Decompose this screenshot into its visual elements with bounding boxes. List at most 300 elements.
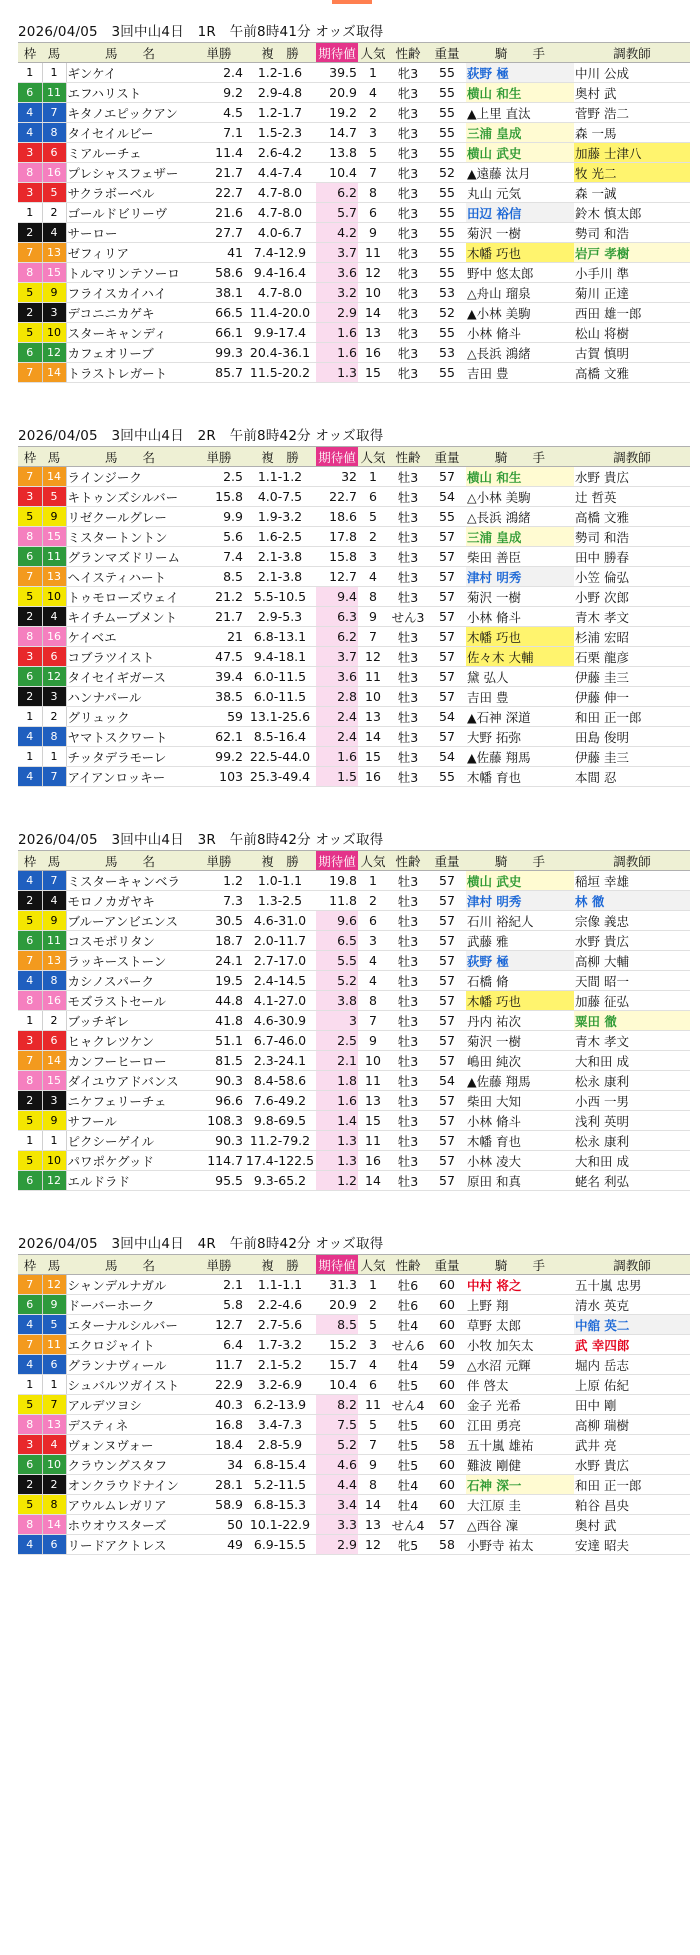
race-title: 2026/04/05 3回中山4日 1R 午前8時41分 オッズ取得: [18, 24, 384, 40]
header-horse-name: 馬 名: [66, 447, 194, 467]
expected-value: 3.7: [316, 243, 358, 263]
weight: 54: [428, 747, 466, 767]
expected-value: 31.3: [316, 1275, 358, 1295]
frame-number: 5: [18, 587, 42, 607]
frame-number: 5: [18, 507, 42, 527]
trainer-name: 杉浦 宏昭: [574, 627, 690, 647]
jockey-name: 木幡 育也: [466, 1131, 574, 1151]
weight: 57: [428, 1111, 466, 1131]
sex-age: 牡4: [388, 1495, 428, 1515]
horse-number: 13: [42, 567, 66, 587]
popularity: 5: [358, 507, 388, 527]
horse-number: 6: [42, 647, 66, 667]
frame-number: 8: [18, 1515, 42, 1535]
popularity: 4: [358, 83, 388, 103]
popularity: 8: [358, 1475, 388, 1495]
horse-number: 12: [42, 667, 66, 687]
place-odds: 7.6-49.2: [244, 1091, 316, 1111]
table-row: [18, 687, 690, 707]
win-odds: 2.4: [194, 63, 244, 83]
popularity: 4: [358, 567, 388, 587]
horse-number: 14: [42, 1051, 66, 1071]
sex-age: 牝3: [388, 63, 428, 83]
frame-number: 7: [18, 951, 42, 971]
popularity: 6: [358, 203, 388, 223]
horse-number: 8: [42, 971, 66, 991]
place-odds: 6.0-11.5: [244, 687, 316, 707]
popularity: 13: [358, 1515, 388, 1535]
horse-number: 2: [42, 1011, 66, 1031]
sex-age: 牡3: [388, 487, 428, 507]
sex-age: 牡4: [388, 1315, 428, 1335]
jockey-name: 石川 裕紀人: [466, 911, 574, 931]
weight: 57: [428, 687, 466, 707]
weight: 55: [428, 243, 466, 263]
table-row: [18, 1475, 690, 1495]
popularity: 1: [358, 871, 388, 891]
header-jockey: 騎 手: [466, 43, 574, 63]
horse-number: 5: [42, 487, 66, 507]
horse-name: ゼフィリア: [66, 243, 194, 263]
horse-name: ヒャクレツケン: [66, 1031, 194, 1051]
horse-name: リゼクールグレー: [66, 507, 194, 527]
weight: 57: [428, 527, 466, 547]
race-title: 2026/04/05 3回中山4日 2R 午前8時42分 オッズ取得: [18, 428, 384, 444]
popularity: 9: [358, 1455, 388, 1475]
win-odds: 28.1: [194, 1475, 244, 1495]
header-popularity: 人気: [358, 1255, 388, 1275]
expected-value: 1.3: [316, 1131, 358, 1151]
trainer-name: 水野 貴広: [574, 467, 690, 487]
jockey-name: 木幡 巧也: [466, 243, 574, 263]
place-odds: 9.8-69.5: [244, 1111, 316, 1131]
frame-number: 6: [18, 1295, 42, 1315]
trainer-name: 奥村 武: [574, 1515, 690, 1535]
header-uma: 馬: [42, 43, 66, 63]
sex-age: せん6: [388, 1335, 428, 1355]
win-odds: 81.5: [194, 1051, 244, 1071]
weight: 55: [428, 203, 466, 223]
header-sex-age: 性齢: [388, 447, 428, 467]
expected-value: 3.6: [316, 263, 358, 283]
table-row: [18, 1091, 690, 1111]
horse-number: 14: [42, 1515, 66, 1535]
weight: 58: [428, 1535, 466, 1555]
horse-name: コブラツイスト: [66, 647, 194, 667]
header-horse-name: 馬 名: [66, 851, 194, 871]
jockey-name: 大野 拓弥: [466, 727, 574, 747]
expected-value: 3: [316, 1011, 358, 1031]
sex-age: 牡5: [388, 1435, 428, 1455]
jockey-name: 木幡 巧也: [466, 627, 574, 647]
popularity: 6: [358, 911, 388, 931]
trainer-name: 高橋 文雅: [574, 507, 690, 527]
place-odds: 2.7-17.0: [244, 951, 316, 971]
place-odds: 3.4-7.3: [244, 1415, 316, 1435]
place-odds: 1.3-2.5: [244, 891, 316, 911]
frame-number: 6: [18, 547, 42, 567]
header-row: [18, 851, 690, 871]
sex-age: 牡5: [388, 1455, 428, 1475]
frame-number: 2: [18, 303, 42, 323]
sex-age: 牝3: [388, 243, 428, 263]
horse-name: ドーバーホーク: [66, 1295, 194, 1315]
jockey-name: 三浦 皇成: [466, 123, 574, 143]
jockey-name: 木幡 育也: [466, 767, 574, 787]
trainer-name: 高柳 大輔: [574, 951, 690, 971]
win-odds: 34: [194, 1455, 244, 1475]
trainer-name: 武 幸四郎: [574, 1335, 690, 1355]
frame-number: 2: [18, 223, 42, 243]
jockey-name: 伴 啓太: [466, 1375, 574, 1395]
frame-number: 4: [18, 727, 42, 747]
expected-value: 1.6: [316, 1091, 358, 1111]
horse-number: 10: [42, 323, 66, 343]
horse-number: 11: [42, 547, 66, 567]
horse-name: ミスタートントン: [66, 527, 194, 547]
popularity: 14: [358, 1171, 388, 1191]
frame-number: 7: [18, 363, 42, 383]
popularity: 10: [358, 1051, 388, 1071]
horse-name: フライスカイハイ: [66, 283, 194, 303]
horse-name: アルデツヨシ: [66, 1395, 194, 1415]
jockey-name: ▲佐藤 翔馬: [466, 747, 574, 767]
trainer-name: 田中 勝春: [574, 547, 690, 567]
win-odds: 114.7: [194, 1151, 244, 1171]
win-odds: 4.5: [194, 103, 244, 123]
win-odds: 21.7: [194, 607, 244, 627]
header-weight: 重量: [428, 851, 466, 871]
horse-number: 4: [42, 607, 66, 627]
sex-age: 牡3: [388, 767, 428, 787]
table-row: [18, 747, 690, 767]
table-row: [18, 1275, 690, 1295]
frame-number: 7: [18, 243, 42, 263]
trainer-name: 小笠 倫弘: [574, 567, 690, 587]
horse-name: エルドラド: [66, 1171, 194, 1191]
horse-number: 2: [42, 707, 66, 727]
jockey-name: 上野 翔: [466, 1295, 574, 1315]
expected-value: 6.5: [316, 931, 358, 951]
weight: 60: [428, 1475, 466, 1495]
jockey-name: 武藤 雅: [466, 931, 574, 951]
horse-number: 9: [42, 911, 66, 931]
table-row: [18, 1435, 690, 1455]
table-row: [18, 363, 690, 383]
weight: 57: [428, 627, 466, 647]
expected-value: 3.7: [316, 647, 358, 667]
place-odds: 2.4-14.5: [244, 971, 316, 991]
table-row: [18, 1495, 690, 1515]
win-odds: 21: [194, 627, 244, 647]
weight: 53: [428, 283, 466, 303]
horse-number: 4: [42, 1435, 66, 1455]
trainer-name: 古賀 慎明: [574, 343, 690, 363]
horse-number: 8: [42, 123, 66, 143]
expected-value: 2.9: [316, 303, 358, 323]
jockey-name: 嶋田 純次: [466, 1051, 574, 1071]
weight: 60: [428, 1455, 466, 1475]
place-odds: 6.8-13.1: [244, 627, 316, 647]
horse-name: コスモポリタン: [66, 931, 194, 951]
trainer-name: 牧 光二: [574, 163, 690, 183]
trainer-name: 高柳 瑞樹: [574, 1415, 690, 1435]
jockey-name: 木幡 巧也: [466, 991, 574, 1011]
horse-name: ラインジーク: [66, 467, 194, 487]
jockey-name: ▲石神 深道: [466, 707, 574, 727]
horse-number: 7: [42, 767, 66, 787]
frame-number: 2: [18, 1475, 42, 1495]
sex-age: 牡3: [388, 1091, 428, 1111]
popularity: 15: [358, 1111, 388, 1131]
header-win-odds: 単勝: [194, 43, 244, 63]
horse-name: サフール: [66, 1111, 194, 1131]
popularity: 16: [358, 1151, 388, 1171]
weight: 57: [428, 911, 466, 931]
horse-number: 11: [42, 931, 66, 951]
weight: 60: [428, 1315, 466, 1335]
table-row: [18, 1455, 690, 1475]
table-row: [18, 203, 690, 223]
win-odds: 85.7: [194, 363, 244, 383]
table-row: [18, 1355, 690, 1375]
win-odds: 27.7: [194, 223, 244, 243]
weight: 55: [428, 103, 466, 123]
expected-value: 3.4: [316, 1495, 358, 1515]
trainer-name: 辻 哲英: [574, 487, 690, 507]
sex-age: 牡3: [388, 871, 428, 891]
expected-value: 1.6: [316, 343, 358, 363]
weight: 57: [428, 1151, 466, 1171]
frame-number: 8: [18, 163, 42, 183]
weight: 57: [428, 891, 466, 911]
header-row: [18, 447, 690, 467]
header-waku: 枠: [18, 851, 42, 871]
place-odds: 9.4-16.4: [244, 263, 316, 283]
trainer-name: 和田 正一郎: [574, 707, 690, 727]
place-odds: 10.1-22.9: [244, 1515, 316, 1535]
win-odds: 44.8: [194, 991, 244, 1011]
horse-name: カンフーヒーロー: [66, 1051, 194, 1071]
popularity: 1: [358, 467, 388, 487]
popularity: 14: [358, 1495, 388, 1515]
table-row: [18, 707, 690, 727]
table-row: [18, 63, 690, 83]
horse-number: 3: [42, 687, 66, 707]
expected-value: 4.2: [316, 223, 358, 243]
jockey-name: △西谷 凜: [466, 1515, 574, 1535]
win-odds: 50: [194, 1515, 244, 1535]
weight: 57: [428, 547, 466, 567]
place-odds: 6.2-13.9: [244, 1395, 316, 1415]
place-odds: 4.6-31.0: [244, 911, 316, 931]
horse-number: 2: [42, 1475, 66, 1495]
jockey-name: 津村 明秀: [466, 891, 574, 911]
jockey-name: 荻野 極: [466, 951, 574, 971]
expected-value: 1.5: [316, 767, 358, 787]
horse-number: 2: [42, 203, 66, 223]
popularity: 12: [358, 1535, 388, 1555]
weight: 57: [428, 467, 466, 487]
popularity: 15: [358, 747, 388, 767]
sex-age: 牡3: [388, 647, 428, 667]
table-row: [18, 303, 690, 323]
jockey-name: 小林 脩斗: [466, 607, 574, 627]
header-sex-age: 性齢: [388, 851, 428, 871]
horse-number: 6: [42, 1535, 66, 1555]
place-odds: 4.0-6.7: [244, 223, 316, 243]
trainer-name: 小手川 準: [574, 263, 690, 283]
win-odds: 30.5: [194, 911, 244, 931]
horse-name: タイセイギガース: [66, 667, 194, 687]
sex-age: 牡3: [388, 891, 428, 911]
sex-age: 牡3: [388, 507, 428, 527]
horse-name: シャンデルナガル: [66, 1275, 194, 1295]
horse-number: 16: [42, 163, 66, 183]
frame-number: 2: [18, 1091, 42, 1111]
horse-name: エターナルシルバー: [66, 1315, 194, 1335]
place-odds: 4.1-27.0: [244, 991, 316, 1011]
frame-number: 4: [18, 1315, 42, 1335]
header-uma: 馬: [42, 1255, 66, 1275]
jockey-name: 田辺 裕信: [466, 203, 574, 223]
weight: 55: [428, 143, 466, 163]
trainer-name: 田島 俊明: [574, 727, 690, 747]
jockey-name: 三浦 皇成: [466, 527, 574, 547]
trainer-name: 五十嵐 忠男: [574, 1275, 690, 1295]
horse-number: 3: [42, 1091, 66, 1111]
popularity: 2: [358, 891, 388, 911]
trainer-name: 水野 貴広: [574, 931, 690, 951]
race-block-3r: [18, 830, 690, 1191]
header-popularity: 人気: [358, 43, 388, 63]
win-odds: 21.6: [194, 203, 244, 223]
jockey-name: 黛 弘人: [466, 667, 574, 687]
odds-table: [18, 1254, 690, 1555]
horse-number: 15: [42, 527, 66, 547]
jockey-name: 横山 和生: [466, 467, 574, 487]
horse-name: カシノスパーク: [66, 971, 194, 991]
sex-age: 牡3: [388, 527, 428, 547]
trainer-name: 加藤 士津八: [574, 143, 690, 163]
place-odds: 8.5-16.4: [244, 727, 316, 747]
horse-number: 7: [42, 103, 66, 123]
place-odds: 9.3-65.2: [244, 1171, 316, 1191]
expected-value: 17.8: [316, 527, 358, 547]
jockey-name: 小牧 加矢太: [466, 1335, 574, 1355]
popularity: 10: [358, 283, 388, 303]
header-trainer: 調教師: [574, 1255, 690, 1275]
sex-age: 牡3: [388, 627, 428, 647]
win-odds: 99.2: [194, 747, 244, 767]
frame-number: 1: [18, 747, 42, 767]
horse-number: 3: [42, 303, 66, 323]
expected-value: 6.2: [316, 183, 358, 203]
sex-age: 牡3: [388, 1151, 428, 1171]
expected-value: 9.4: [316, 587, 358, 607]
win-odds: 66.5: [194, 303, 244, 323]
popularity: 5: [358, 1415, 388, 1435]
frame-number: 7: [18, 567, 42, 587]
horse-name: ピクシーゲイル: [66, 1131, 194, 1151]
frame-number: 4: [18, 767, 42, 787]
table-row: [18, 971, 690, 991]
table-row: [18, 567, 690, 587]
weight: 55: [428, 63, 466, 83]
popularity: 7: [358, 627, 388, 647]
jockey-name: 荻野 極: [466, 63, 574, 83]
jockey-name: 柴田 大知: [466, 1091, 574, 1111]
popularity: 9: [358, 223, 388, 243]
horse-number: 9: [42, 507, 66, 527]
place-odds: 7.4-12.9: [244, 243, 316, 263]
frame-number: 7: [18, 1335, 42, 1355]
horse-number: 16: [42, 627, 66, 647]
trainer-name: 水野 貴広: [574, 1455, 690, 1475]
sex-age: 牡3: [388, 547, 428, 567]
popularity: 13: [358, 707, 388, 727]
popularity: 3: [358, 123, 388, 143]
expected-value: 15.8: [316, 547, 358, 567]
frame-number: 6: [18, 667, 42, 687]
horse-number: 1: [42, 1375, 66, 1395]
header-win-odds: 単勝: [194, 851, 244, 871]
frame-number: 6: [18, 1171, 42, 1191]
table-row: [18, 243, 690, 263]
place-odds: 2.3-24.1: [244, 1051, 316, 1071]
trainer-name: 伊藤 圭三: [574, 747, 690, 767]
sex-age: 牡6: [388, 1275, 428, 1295]
table-row: [18, 587, 690, 607]
expected-value: 1.3: [316, 1151, 358, 1171]
expected-value: 9.6: [316, 911, 358, 931]
frame-number: 5: [18, 1151, 42, 1171]
win-odds: 99.3: [194, 343, 244, 363]
trainer-name: 田中 剛: [574, 1395, 690, 1415]
jockey-name: 大江原 圭: [466, 1495, 574, 1515]
expected-value: 19.2: [316, 103, 358, 123]
sex-age: 牡3: [388, 687, 428, 707]
table-row: [18, 1335, 690, 1355]
horse-name: クラウングスタフ: [66, 1455, 194, 1475]
race-block-4r: [18, 1234, 690, 1555]
weight: 59: [428, 1355, 466, 1375]
trainer-name: 天間 昭一: [574, 971, 690, 991]
expected-value: 18.6: [316, 507, 358, 527]
horse-number: 11: [42, 1335, 66, 1355]
table-row: [18, 183, 690, 203]
header-place-odds: 複 勝: [244, 447, 316, 467]
horse-name: ケイベエ: [66, 627, 194, 647]
popularity: 1: [358, 1275, 388, 1295]
horse-number: 10: [42, 1151, 66, 1171]
jockey-name: 小林 脩斗: [466, 1111, 574, 1131]
trainer-name: 稲垣 幸雄: [574, 871, 690, 891]
popularity: 8: [358, 587, 388, 607]
jockey-name: 難波 剛健: [466, 1455, 574, 1475]
place-odds: 9.9-17.4: [244, 323, 316, 343]
sex-age: 牡3: [388, 951, 428, 971]
table-row: [18, 951, 690, 971]
trainer-name: 大和田 成: [574, 1051, 690, 1071]
horse-name: キトゥンズシルバー: [66, 487, 194, 507]
weight: 57: [428, 991, 466, 1011]
weight: 57: [428, 607, 466, 627]
horse-name: グランマズドリーム: [66, 547, 194, 567]
sex-age: 牝3: [388, 143, 428, 163]
win-odds: 9.2: [194, 83, 244, 103]
win-odds: 38.1: [194, 283, 244, 303]
